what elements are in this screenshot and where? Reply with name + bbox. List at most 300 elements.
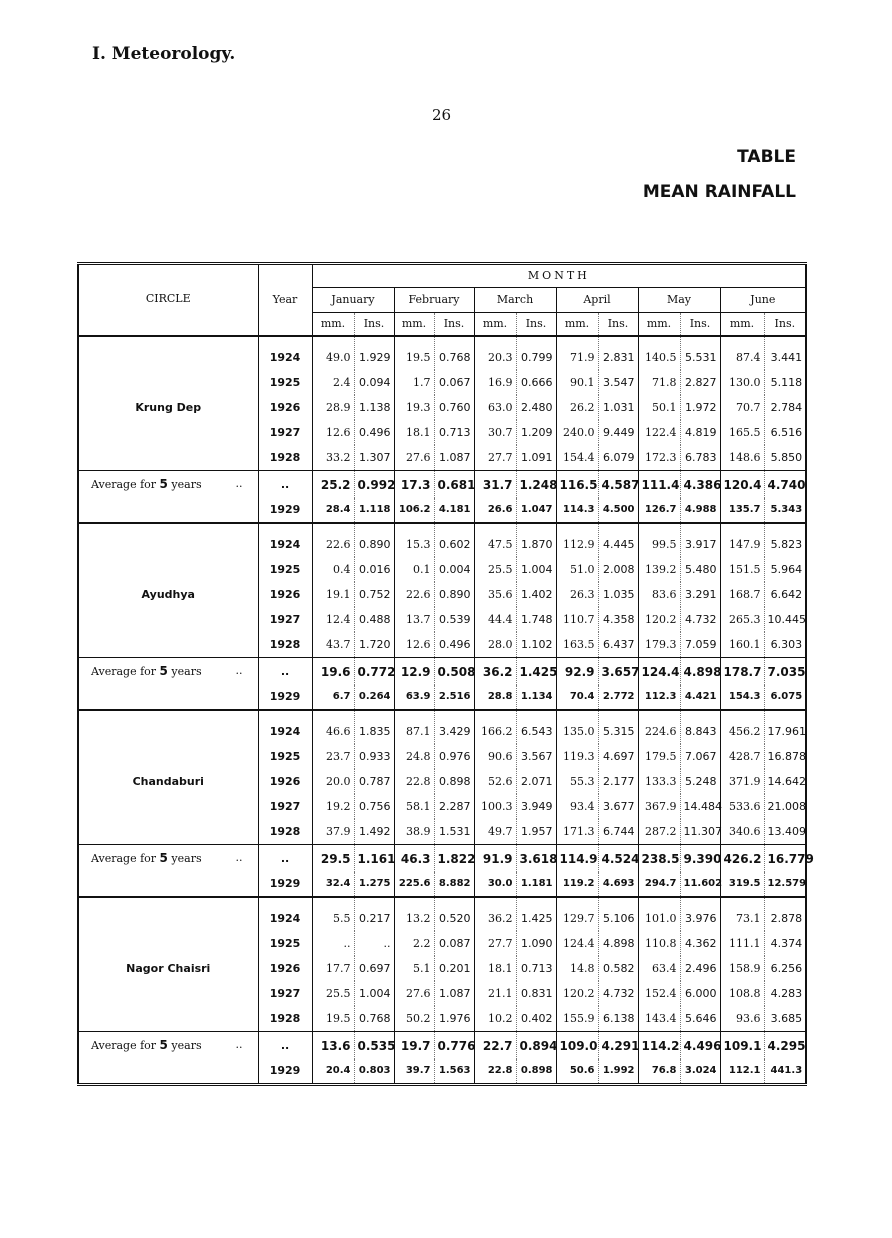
value-mm: 22.6 <box>312 523 354 557</box>
value-ins: 4.445 <box>598 523 638 557</box>
value-mm: 52.6 <box>474 769 516 794</box>
average-dots: .. <box>235 1038 243 1051</box>
value-ins: 5.850 <box>764 445 806 471</box>
value-mm: 12.6 <box>312 420 354 445</box>
value-mm: 2.4 <box>312 370 354 395</box>
value-ins: 1.161 <box>354 845 394 873</box>
value-mm: 19.7 <box>394 1032 434 1060</box>
average-count: 5 <box>159 664 168 678</box>
year-cell: 1924 <box>258 523 312 557</box>
value-mm: 26.6 <box>474 498 516 523</box>
value-ins: 1.992 <box>598 1059 638 1085</box>
value-mm: 129.7 <box>556 897 598 931</box>
table-row <box>78 523 806 557</box>
value-mm: 36.2 <box>474 897 516 931</box>
value-ins: 0.582 <box>598 956 638 981</box>
value-mm: 101.0 <box>638 897 680 931</box>
year-cell: 1925 <box>258 744 312 769</box>
value-mm: 27.6 <box>394 445 434 471</box>
year-header: Year <box>258 264 312 337</box>
value-mm: 12.6 <box>394 632 434 658</box>
value-mm: 27.7 <box>474 931 516 956</box>
value-ins: 0.894 <box>516 1032 556 1060</box>
value-mm: 35.6 <box>474 582 516 607</box>
rainfall-table <box>77 262 814 1086</box>
value-ins: 0.760 <box>434 395 474 420</box>
value-ins: 0.201 <box>434 956 474 981</box>
value-mm: 46.6 <box>312 710 354 744</box>
average-suffix: years <box>171 852 202 865</box>
value-ins: 0.402 <box>516 1006 556 1032</box>
year-cell: 1925 <box>258 931 312 956</box>
value-mm: 119.3 <box>556 744 598 769</box>
value-mm: 24.8 <box>394 744 434 769</box>
value-ins: 4.181 <box>434 498 474 523</box>
year-cell: 1924 <box>258 710 312 744</box>
average-row <box>78 658 806 686</box>
value-ins: 6.744 <box>598 819 638 845</box>
value-mm: 93.6 <box>720 1006 764 1032</box>
average-year: .. <box>258 1032 312 1060</box>
value-mm: 319.5 <box>720 872 764 897</box>
month-march: March <box>474 288 556 313</box>
value-mm: 46.3 <box>394 845 434 873</box>
average-row <box>78 1032 806 1060</box>
value-mm: 133.3 <box>638 769 680 794</box>
value-ins: 4.374 <box>764 931 806 956</box>
value-ins: 0.768 <box>434 336 474 370</box>
value-ins: 0.094 <box>354 370 394 395</box>
value-mm: 71.9 <box>556 336 598 370</box>
value-ins: 17.961 <box>764 710 806 744</box>
value-mm: 426.2 <box>720 845 764 873</box>
value-ins: 1.031 <box>598 395 638 420</box>
value-mm: .. <box>312 931 354 956</box>
month-january: January <box>312 288 394 313</box>
value-ins: 4.697 <box>598 744 638 769</box>
value-ins: 1.102 <box>516 632 556 658</box>
value-ins: 3.441 <box>764 336 806 370</box>
value-ins: 0.831 <box>516 981 556 1006</box>
page-number: 26 <box>432 106 452 124</box>
table-body <box>78 336 814 1085</box>
value-mm: 83.6 <box>638 582 680 607</box>
value-ins: 2.177 <box>598 769 638 794</box>
unit-ins: Ins. <box>516 313 556 337</box>
average-suffix: years <box>171 665 202 678</box>
circle-name: Ayudhya <box>78 523 258 658</box>
value-ins: 0.496 <box>434 632 474 658</box>
average-suffix: years <box>171 1039 202 1052</box>
value-ins: 3.949 <box>516 794 556 819</box>
average-label <box>78 845 258 873</box>
value-mm: 31.7 <box>474 471 516 499</box>
value-ins: 6.303 <box>764 632 806 658</box>
value-mm: 13.6 <box>312 1032 354 1060</box>
value-mm: 50.6 <box>556 1059 598 1085</box>
circle-name: Krung Dep <box>78 336 258 471</box>
month-june: June <box>720 288 806 313</box>
value-mm: 70.7 <box>720 395 764 420</box>
value-mm: 20.3 <box>474 336 516 370</box>
value-ins: 2.071 <box>516 769 556 794</box>
value-ins: 1.047 <box>516 498 556 523</box>
value-mm: 240.0 <box>556 420 598 445</box>
value-ins: 0.520 <box>434 897 474 931</box>
value-mm: 13.7 <box>394 607 434 632</box>
value-mm: 148.6 <box>720 445 764 471</box>
blank-circle-cell <box>78 1059 258 1085</box>
value-ins: 6.516 <box>764 420 806 445</box>
value-ins: 0.004 <box>434 557 474 582</box>
value-mm: 152.4 <box>638 981 680 1006</box>
value-ins: 4.295 <box>764 1032 806 1060</box>
value-ins: 1.870 <box>516 523 556 557</box>
value-ins: 14.642 <box>764 769 806 794</box>
value-ins: 14.484 <box>680 794 720 819</box>
value-ins: 4.732 <box>680 607 720 632</box>
value-ins: 0.264 <box>354 685 394 710</box>
value-mm: 0.1 <box>394 557 434 582</box>
value-ins: 6.543 <box>516 710 556 744</box>
value-mm: 165.5 <box>720 420 764 445</box>
value-mm: 114.9 <box>556 845 598 873</box>
value-ins: 1.425 <box>516 658 556 686</box>
value-mm: 0.4 <box>312 557 354 582</box>
value-ins: 1.090 <box>516 931 556 956</box>
year-cell: 1926 <box>258 956 312 981</box>
value-mm: 29.5 <box>312 845 354 873</box>
value-mm: 43.7 <box>312 632 354 658</box>
value-mm: 36.2 <box>474 658 516 686</box>
value-ins: 5.343 <box>764 498 806 523</box>
value-mm: 22.7 <box>474 1032 516 1060</box>
value-ins: 5.248 <box>680 769 720 794</box>
value-ins: 0.890 <box>354 523 394 557</box>
value-mm: 119.2 <box>556 872 598 897</box>
value-ins: 1.248 <box>516 471 556 499</box>
value-ins: 0.496 <box>354 420 394 445</box>
value-ins: 1.531 <box>434 819 474 845</box>
value-ins: 4.587 <box>598 471 638 499</box>
value-ins: 8.843 <box>680 710 720 744</box>
blank-circle-cell <box>78 498 258 523</box>
value-mm: 17.7 <box>312 956 354 981</box>
value-ins: 1.822 <box>434 845 474 873</box>
value-ins: 1.402 <box>516 582 556 607</box>
value-mm: 70.4 <box>556 685 598 710</box>
value-ins: 0.756 <box>354 794 394 819</box>
value-ins: 5.964 <box>764 557 806 582</box>
unit-mm: mm. <box>312 313 354 337</box>
value-ins: .. <box>354 931 394 956</box>
value-ins: 16.779 <box>764 845 806 873</box>
average-count: 5 <box>159 1038 168 1052</box>
value-ins: 0.067 <box>434 370 474 395</box>
value-ins: 1.563 <box>434 1059 474 1085</box>
value-ins: 0.799 <box>516 336 556 370</box>
year-cell: 1926 <box>258 769 312 794</box>
average-prefix: Average for <box>91 1039 157 1052</box>
value-ins: 1.004 <box>516 557 556 582</box>
value-mm: 179.3 <box>638 632 680 658</box>
value-ins: 5.118 <box>764 370 806 395</box>
year-cell: 1925 <box>258 370 312 395</box>
value-mm: 10.2 <box>474 1006 516 1032</box>
table-title: MEAN RAINFALL <box>642 182 796 202</box>
value-mm: 76.8 <box>638 1059 680 1085</box>
value-ins: 0.976 <box>434 744 474 769</box>
value-mm: 112.3 <box>638 685 680 710</box>
value-ins: 0.666 <box>516 370 556 395</box>
value-ins: 4.693 <box>598 872 638 897</box>
value-ins: 1.087 <box>434 981 474 1006</box>
value-ins: 4.496 <box>680 1032 720 1060</box>
value-ins: 441.3 <box>764 1059 806 1085</box>
year-cell: 1928 <box>258 819 312 845</box>
average-prefix: Average for <box>91 478 157 491</box>
value-ins: 1.004 <box>354 981 394 1006</box>
value-ins: 4.740 <box>764 471 806 499</box>
unit-ins: Ins. <box>764 313 806 337</box>
value-mm: 143.4 <box>638 1006 680 1032</box>
value-ins: 0.681 <box>434 471 474 499</box>
value-ins: 0.713 <box>516 956 556 981</box>
value-mm: 2.2 <box>394 931 434 956</box>
value-mm: 25.2 <box>312 471 354 499</box>
value-ins: 3.976 <box>680 897 720 931</box>
value-ins: 1.118 <box>354 498 394 523</box>
value-ins: 13.409 <box>764 819 806 845</box>
year-cell: 1924 <box>258 897 312 931</box>
unit-mm: mm. <box>556 313 598 337</box>
value-mm: 19.5 <box>312 1006 354 1032</box>
value-ins: 4.732 <box>598 981 638 1006</box>
value-mm: 367.9 <box>638 794 680 819</box>
unit-ins: Ins. <box>354 313 394 337</box>
value-ins: 0.016 <box>354 557 394 582</box>
value-ins: 0.488 <box>354 607 394 632</box>
value-mm: 19.6 <box>312 658 354 686</box>
value-ins: 0.787 <box>354 769 394 794</box>
value-mm: 51.0 <box>556 557 598 582</box>
average-year: .. <box>258 845 312 873</box>
value-ins: 4.362 <box>680 931 720 956</box>
value-mm: 5.1 <box>394 956 434 981</box>
value-mm: 225.6 <box>394 872 434 897</box>
value-ins: 1.307 <box>354 445 394 471</box>
value-ins: 4.386 <box>680 471 720 499</box>
value-mm: 154.3 <box>720 685 764 710</box>
value-mm: 428.7 <box>720 744 764 769</box>
value-mm: 135.7 <box>720 498 764 523</box>
value-ins: 1.035 <box>598 582 638 607</box>
value-ins: 1.275 <box>354 872 394 897</box>
value-ins: 0.713 <box>434 420 474 445</box>
average-row <box>78 471 806 499</box>
value-mm: 91.9 <box>474 845 516 873</box>
value-ins: 7.059 <box>680 632 720 658</box>
month-header: MONTH <box>312 264 806 288</box>
value-ins: 21.008 <box>764 794 806 819</box>
value-ins: 0.898 <box>434 769 474 794</box>
value-ins: 1.091 <box>516 445 556 471</box>
value-mm: 49.7 <box>474 819 516 845</box>
value-mm: 49.0 <box>312 336 354 370</box>
unit-ins: Ins. <box>434 313 474 337</box>
value-mm: 100.3 <box>474 794 516 819</box>
value-mm: 158.9 <box>720 956 764 981</box>
value-mm: 90.1 <box>556 370 598 395</box>
value-mm: 23.7 <box>312 744 354 769</box>
value-mm: 58.1 <box>394 794 434 819</box>
value-mm: 111.4 <box>638 471 680 499</box>
value-mm: 135.0 <box>556 710 598 744</box>
value-ins: 0.539 <box>434 607 474 632</box>
value-ins: 0.803 <box>354 1059 394 1085</box>
value-mm: 19.3 <box>394 395 434 420</box>
value-mm: 38.9 <box>394 819 434 845</box>
value-mm: 154.4 <box>556 445 598 471</box>
unit-mm: mm. <box>720 313 764 337</box>
value-ins: 1.181 <box>516 872 556 897</box>
value-ins: 2.831 <box>598 336 638 370</box>
value-mm: 39.7 <box>394 1059 434 1085</box>
value-mm: 265.3 <box>720 607 764 632</box>
value-ins: 1.138 <box>354 395 394 420</box>
value-ins: 5.531 <box>680 336 720 370</box>
value-mm: 63.4 <box>638 956 680 981</box>
value-ins: 0.768 <box>354 1006 394 1032</box>
value-mm: 28.4 <box>312 498 354 523</box>
value-mm: 172.3 <box>638 445 680 471</box>
value-ins: 6.075 <box>764 685 806 710</box>
value-mm: 25.5 <box>312 981 354 1006</box>
month-february: February <box>394 288 474 313</box>
value-ins: 9.390 <box>680 845 720 873</box>
value-ins: 0.535 <box>354 1032 394 1060</box>
value-mm: 147.9 <box>720 523 764 557</box>
value-ins: 3.291 <box>680 582 720 607</box>
value-mm: 87.1 <box>394 710 434 744</box>
value-ins: 3.429 <box>434 710 474 744</box>
average-dots: .. <box>235 664 243 677</box>
year-cell: 1929 <box>258 685 312 710</box>
value-ins: 10.445 <box>764 607 806 632</box>
value-mm: 110.8 <box>638 931 680 956</box>
value-mm: 14.8 <box>556 956 598 981</box>
value-ins: 5.315 <box>598 710 638 744</box>
value-mm: 340.6 <box>720 819 764 845</box>
value-ins: 5.480 <box>680 557 720 582</box>
value-mm: 122.4 <box>638 420 680 445</box>
value-mm: 26.3 <box>556 582 598 607</box>
value-mm: 15.3 <box>394 523 434 557</box>
blank-circle-cell <box>78 872 258 897</box>
blank-circle-cell <box>78 685 258 710</box>
value-ins: 4.421 <box>680 685 720 710</box>
value-ins: 2.772 <box>598 685 638 710</box>
value-mm: 160.1 <box>720 632 764 658</box>
value-mm: 12.4 <box>312 607 354 632</box>
year-cell: 1929 <box>258 1059 312 1085</box>
value-mm: 27.7 <box>474 445 516 471</box>
value-mm: 178.7 <box>720 658 764 686</box>
value-mm: 30.0 <box>474 872 516 897</box>
value-ins: 16.878 <box>764 744 806 769</box>
value-ins: 2.480 <box>516 395 556 420</box>
value-ins: 4.898 <box>598 931 638 956</box>
value-mm: 19.2 <box>312 794 354 819</box>
year-cell: 1928 <box>258 445 312 471</box>
value-mm: 120.4 <box>720 471 764 499</box>
average-year: .. <box>258 471 312 499</box>
value-mm: 163.5 <box>556 632 598 658</box>
value-ins: 2.496 <box>680 956 720 981</box>
value-mm: 294.7 <box>638 872 680 897</box>
year-cell: 1929 <box>258 498 312 523</box>
value-ins: 4.898 <box>680 658 720 686</box>
value-mm: 28.0 <box>474 632 516 658</box>
unit-ins: Ins. <box>680 313 720 337</box>
value-ins: 7.067 <box>680 744 720 769</box>
circle-name: Chandaburi <box>78 710 258 845</box>
value-mm: 26.2 <box>556 395 598 420</box>
value-mm: 13.2 <box>394 897 434 931</box>
value-ins: 3.024 <box>680 1059 720 1085</box>
value-ins: 2.784 <box>764 395 806 420</box>
year-cell: 1928 <box>258 632 312 658</box>
value-ins: 6.783 <box>680 445 720 471</box>
value-mm: 90.6 <box>474 744 516 769</box>
value-mm: 124.4 <box>556 931 598 956</box>
average-suffix: years <box>171 478 202 491</box>
value-ins: 1.929 <box>354 336 394 370</box>
value-ins: 2.008 <box>598 557 638 582</box>
value-ins: 1.087 <box>434 445 474 471</box>
value-mm: 32.4 <box>312 872 354 897</box>
year-1929-row <box>78 498 806 523</box>
value-ins: 2.287 <box>434 794 474 819</box>
value-mm: 87.4 <box>720 336 764 370</box>
unit-mm: mm. <box>638 313 680 337</box>
value-mm: 109.0 <box>556 1032 598 1060</box>
value-mm: 5.5 <box>312 897 354 931</box>
value-mm: 20.4 <box>312 1059 354 1085</box>
value-ins: 6.642 <box>764 582 806 607</box>
value-mm: 47.5 <box>474 523 516 557</box>
value-ins: 2.516 <box>434 685 474 710</box>
value-ins: 1.976 <box>434 1006 474 1032</box>
table-label: TABLE <box>737 147 796 167</box>
average-label <box>78 658 258 686</box>
value-ins: 0.898 <box>516 1059 556 1085</box>
average-count: 5 <box>159 477 168 491</box>
value-mm: 20.0 <box>312 769 354 794</box>
year-cell: 1927 <box>258 420 312 445</box>
value-ins: 5.823 <box>764 523 806 557</box>
value-mm: 111.1 <box>720 931 764 956</box>
year-1929-row <box>78 685 806 710</box>
value-ins: 3.618 <box>516 845 556 873</box>
value-mm: 71.8 <box>638 370 680 395</box>
value-mm: 19.5 <box>394 336 434 370</box>
year-cell: 1926 <box>258 582 312 607</box>
value-ins: 6.437 <box>598 632 638 658</box>
value-mm: 92.9 <box>556 658 598 686</box>
value-ins: 4.500 <box>598 498 638 523</box>
value-mm: 30.7 <box>474 420 516 445</box>
